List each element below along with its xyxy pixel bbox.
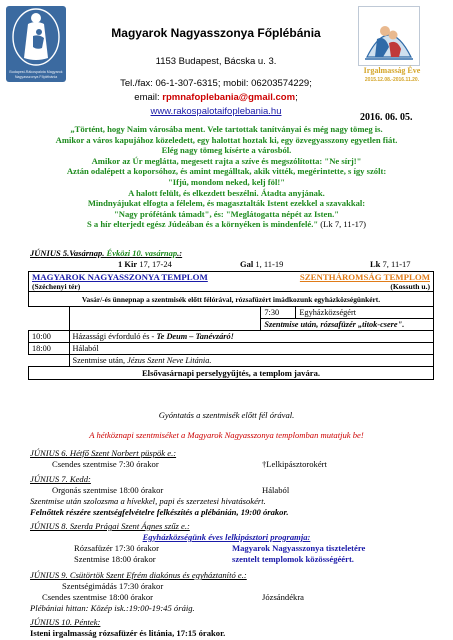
- parish-logo-caption: Budapest-Rákospalota Magyarok Nagyasszonya Főplébánia: [9, 70, 63, 79]
- gospel-line: Aztán odalépett a koporsóhoz, és amint megálltak, akik vitték, megérintette, s így szólt:: [66, 166, 387, 177]
- church-left-name: MAGYAROK NAGYASSZONYA TEMPLOM: [32, 272, 208, 282]
- church-left-location: (Széchenyi tér): [32, 282, 81, 291]
- parish-title: Magyarok Nagyasszonya Főplébánia: [111, 26, 321, 40]
- table-row: [29, 272, 434, 292]
- mass-line: Csendes szentmise 7:30 órakor: [52, 459, 159, 469]
- mercy-year-title: Irgalmasság Éve: [363, 66, 421, 75]
- reading-ref: 7, 11-17: [380, 259, 411, 269]
- email-prefix: email:: [134, 92, 163, 103]
- mercy-year-dates: 2015.12.08.-2016.11.20.: [364, 77, 420, 83]
- reading-1: [118, 259, 172, 269]
- intention-text: Házassági évforduló és -: [72, 332, 157, 341]
- reading-2: [240, 259, 283, 269]
- intention-highlight: Jézus Szent Neve Litánia.: [127, 356, 212, 365]
- gospel-line: Amikor a város kapujához közeledett, egy halottat hoztak ki, egy özvegyasszony egyetlen fiát.: [55, 134, 398, 145]
- event-note: Szentmise után szolozsma a hívekkel, papi és szerzetesi hivatásokért.: [30, 496, 266, 506]
- reading-3: [370, 259, 411, 269]
- event-note: Felnőttek részére szentségfelvételre felkészítés a plébánián, 19:00 órakor.: [30, 507, 289, 517]
- sunday-heading-date: JÚNIUS 5.Vasárnap.: [30, 248, 107, 258]
- website-link[interactable]: www.rakospalotaifoplebania.hu: [150, 106, 282, 117]
- reading-book: Lk: [370, 259, 381, 269]
- mass-line: Orgonás szentmise 18:00 órakor: [52, 485, 164, 495]
- church-right-name: SZENTHÁROMSÁG TEMPLOM: [299, 272, 430, 282]
- day-heading: JÚNIUS 10. Péntek:: [30, 617, 101, 627]
- reading-book: 1 Kir: [118, 259, 138, 269]
- gospel-line: Elég nagy tömeg kísérte a városból.: [161, 145, 292, 156]
- time-cell: 18:00: [29, 343, 70, 355]
- sunday-heading-suffix: .:: [177, 248, 183, 258]
- church-right-location: (Kossuth u.): [390, 282, 430, 291]
- gospel-line: "Ifjú, mondom neked, kelj föl!": [168, 176, 285, 187]
- table-cell: [29, 319, 70, 331]
- program-heading: Egyházközségünk éves lelkipásztori programja:: [142, 532, 311, 542]
- time-cell: 7:30: [261, 307, 296, 319]
- sunday-heading-feast: Évközi 10. vasárnap: [106, 248, 178, 258]
- sunday-heading: [30, 248, 182, 258]
- table-row: [29, 355, 434, 367]
- email-suffix: ;: [295, 92, 298, 103]
- mass-line: Szentmise 18:00 órakor: [74, 554, 156, 564]
- mercy-emblem-icon: [359, 7, 419, 65]
- reading-book: Gal: [240, 259, 254, 269]
- table-cell: [69, 319, 261, 331]
- day-heading: JÚNIUS 9. Csütörtök Szent Efrém diakónus és egyháztanító e.:: [30, 570, 247, 580]
- gospel-reference: (Lk 7, 11-17): [320, 219, 367, 230]
- intention-highlight: Te Deum – Tanévzáró!: [156, 332, 234, 341]
- intention-cell: [69, 331, 434, 343]
- madonna-icon: [6, 6, 66, 68]
- day-heading: JÚNIUS 8. Szerda Prágai Szent Ágnes szűz e.:: [30, 521, 190, 531]
- intention-cell: Hálaból: [69, 343, 434, 355]
- program-intention: Magyarok Nagyasszonya tiszteletére: [232, 543, 366, 553]
- event-note: Plébániai hittan: Közép isk.:19:00-19:45 óráig.: [30, 603, 195, 613]
- table-cell: [29, 272, 261, 292]
- mass-line: Rózsafüzér 17:30 órakor: [74, 543, 159, 553]
- sunday-schedule-table: [28, 271, 434, 380]
- confession-note: Gyóntatás a szentmisék előtt fél órával.: [158, 410, 295, 420]
- parish-address: 1153 Budapest, Bácska u. 3.: [155, 56, 277, 67]
- table-cell: [29, 355, 70, 367]
- event-note: Isteni irgalmasság rózsafüzér és litánia, 17:15 órakor.: [30, 628, 226, 638]
- rosary-note: Szentmise után, rózsafüzér „titok-csere".: [261, 319, 434, 331]
- gospel-last-line: S a hír elterjedt egész Júdeában és a környéken is mindenfelé.": [86, 219, 319, 230]
- mass-line: Csendes szentmise 18:00 órakor: [42, 592, 153, 602]
- parish-email-line: [96, 92, 336, 103]
- table-row: [29, 331, 434, 343]
- gospel-line: [20, 219, 433, 230]
- table-cell: [261, 272, 434, 292]
- parish-phone: Tel./fax: 06-1-307-6315; mobil: 06203574229;: [120, 78, 312, 89]
- gospel-line: Mindnyájukat elfogta a félelem, és magasztalták Istent ezekkel a szavakkal:: [87, 198, 366, 209]
- intention-cell: Egyházközségért: [296, 307, 434, 319]
- table-row: [29, 343, 434, 355]
- gospel-passage: [20, 124, 433, 230]
- gospel-line: "Nagy prófétánk támadt", és: "Meglátogatta népét az Isten.": [113, 208, 340, 219]
- mass-intention: Hálaból: [262, 485, 290, 495]
- mercy-year-emblem: [358, 6, 420, 66]
- mass-intention: Józsándékra: [262, 592, 304, 602]
- mass-intention: †Lelkipásztorokért: [262, 459, 327, 469]
- email-link[interactable]: rpmnafoplebania@gmail.com: [162, 92, 296, 103]
- time-cell: 10:00: [29, 331, 70, 343]
- gospel-line: A halott felült, és elkezdett beszélni. Átadta anyjának.: [128, 187, 325, 198]
- table-row: [29, 319, 434, 331]
- gospel-line: „Történt, hogy Naim városába ment. Vele tartottak tanítványai és még nagy tömeg is.: [70, 124, 383, 134]
- schedule-note: Vasár/-és ünnepnap a szentmisék előtt félórával, rózsafüzért imádkozunk egyházközségünkért.: [29, 292, 434, 307]
- weekday-notice: A hétköznapi szentmiséket a Magyarok Nagyasszonya templomban mutatjuk be!: [89, 430, 364, 440]
- reading-ref: 1, 11-19: [253, 259, 284, 269]
- table-cell: [29, 307, 70, 319]
- intention-cell: [69, 355, 434, 367]
- bulletin-date: 2016. 06. 05.: [360, 112, 413, 123]
- table-row: [29, 367, 434, 380]
- table-row: [29, 292, 434, 307]
- intention-text: Szentmise után,: [72, 356, 128, 365]
- table-row: [29, 307, 434, 319]
- program-intention: szentelt templomok közösségéért.: [232, 554, 354, 564]
- table-cell: [69, 307, 261, 319]
- day-heading: JÚNIUS 6. Hétfő Szent Norbert püspök e.:: [30, 448, 177, 458]
- reading-ref: 17, 17-24: [137, 259, 172, 269]
- gospel-line: Amikor az Úr meglátta, megesett rajta a szíve és megszólította: "Ne sírj!": [91, 155, 362, 166]
- parish-logo: [6, 6, 66, 82]
- mercy-year-logo: [338, 6, 446, 86]
- day-heading: JÚNIUS 7. Kedd:: [30, 474, 91, 484]
- collection-note: Elsővasárnapi perselygyűjtés, a templom javára.: [29, 367, 434, 380]
- mass-line: Szentségimádás 17:30 órakor: [62, 581, 164, 591]
